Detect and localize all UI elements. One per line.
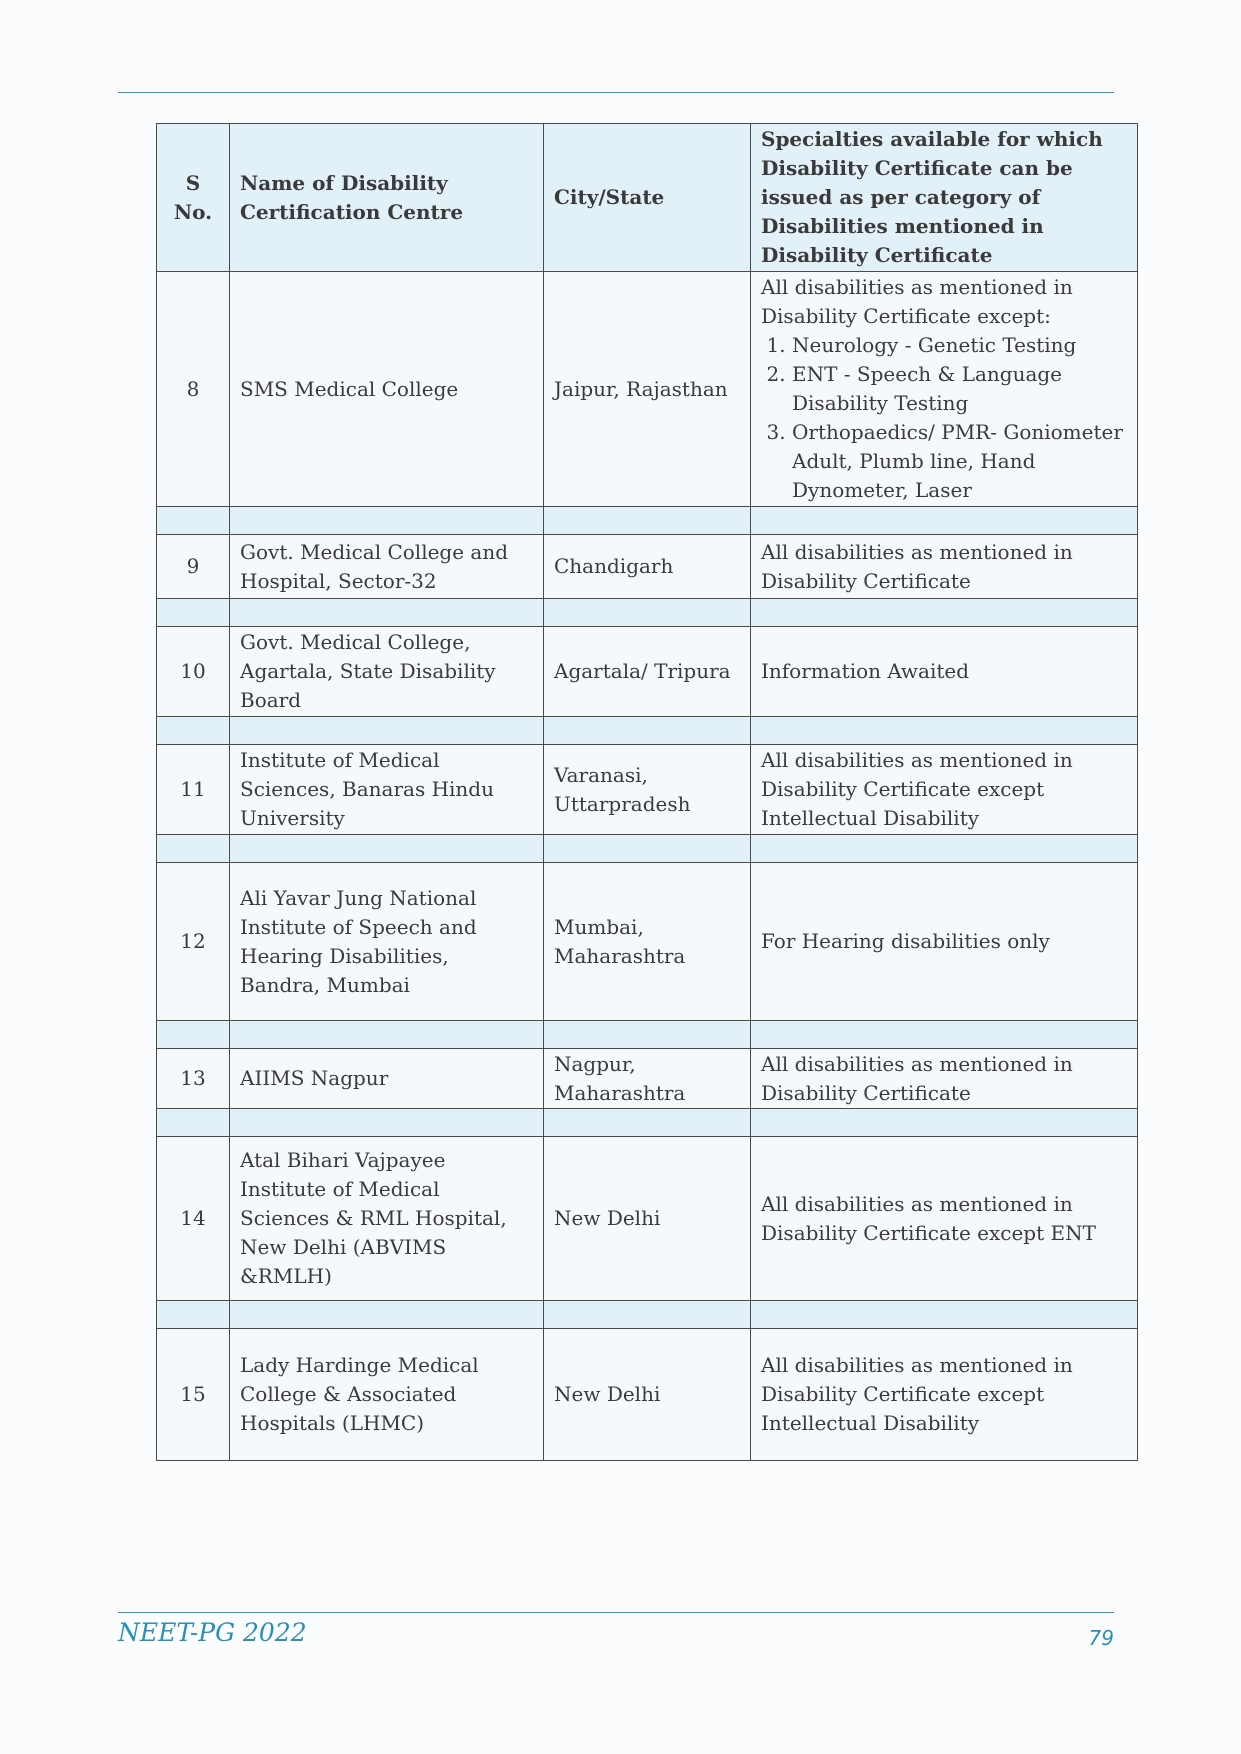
table-header-row	[157, 124, 1138, 272]
row-specialties: All disabilities as mentioned in Disability Certificate except Intellectual Disability	[751, 1329, 1138, 1461]
header-city: City/State	[544, 124, 751, 272]
table-row	[157, 627, 1138, 717]
row-city: Agartala/ Tripura	[544, 627, 751, 717]
separator-row	[157, 835, 1138, 863]
row-name: Institute of Medical Sciences, Banaras Hindu University	[230, 745, 544, 835]
row-name: AIIMS Nagpur	[230, 1049, 544, 1109]
header-rule	[118, 92, 1114, 93]
row-city: New Delhi	[544, 1137, 751, 1301]
row-name: Govt. Medical College, Agartala, State Disability Board	[230, 627, 544, 717]
table-row	[157, 1329, 1138, 1461]
row-sno: 8	[157, 272, 230, 507]
row-city: New Delhi	[544, 1329, 751, 1461]
row-specialties: All disabilities as mentioned in Disability Certificate except Intellectual Disability	[751, 745, 1138, 835]
row-name: SMS Medical College	[230, 272, 544, 507]
row-sno: 15	[157, 1329, 230, 1461]
table-row	[157, 535, 1138, 599]
exception-list	[761, 331, 1127, 505]
row-city: Mumbai, Maharashtra	[544, 863, 751, 1021]
list-item: 1. Neurology - Genetic Testing	[792, 331, 1127, 360]
separator-row	[157, 599, 1138, 627]
row-specialties: For Hearing disabilities only	[751, 863, 1138, 1021]
row-sno: 11	[157, 745, 230, 835]
footer-title: NEET-PG 2022	[118, 1618, 307, 1647]
separator-row	[157, 507, 1138, 535]
header-name: Name of Disability Certification Centre	[230, 124, 544, 272]
row-city: Nagpur, Maharashtra	[544, 1049, 751, 1109]
table-row	[157, 1137, 1138, 1301]
row-sno: 10	[157, 627, 230, 717]
row-sno: 9	[157, 535, 230, 599]
table-row	[157, 1049, 1138, 1109]
row-specialties: All disabilities as mentioned in Disability Certificate except ENT	[751, 1137, 1138, 1301]
separator-row	[157, 1301, 1138, 1329]
row-specialties: All disabilities as mentioned in Disability Certificate	[751, 535, 1138, 599]
row-name: Ali Yavar Jung National Institute of Speech and Hearing Disabilities, Bandra, Mumbai	[230, 863, 544, 1021]
row-sno: 13	[157, 1049, 230, 1109]
disability-centres-table	[156, 123, 1138, 1461]
list-item: 3. Orthopaedics/ PMR- Goniometer Adult, Plumb line, Hand Dynometer, Laser	[792, 418, 1127, 505]
row-city: Jaipur, Rajasthan	[544, 272, 751, 507]
row-name: Lady Hardinge Medical College & Associated Hospitals (LHMC)	[230, 1329, 544, 1461]
row-city: Chandigarh	[544, 535, 751, 599]
row-city: Varanasi, Uttarpradesh	[544, 745, 751, 835]
page-number: 79	[1088, 1626, 1114, 1650]
table-row	[157, 272, 1138, 507]
row-name: Govt. Medical College and Hospital, Sector-32	[230, 535, 544, 599]
table-row	[157, 745, 1138, 835]
row-specialties	[751, 272, 1138, 507]
separator-row	[157, 1021, 1138, 1049]
footer-rule	[118, 1612, 1114, 1613]
row-sno: 14	[157, 1137, 230, 1301]
specialties-text: All disabilities as mentioned in Disability Certificate except:	[761, 275, 1073, 328]
row-name: Atal Bihari Vajpayee Institute of Medical Sciences & RML Hospital, New Delhi (ABVIMS &RMLH)	[230, 1137, 544, 1301]
row-specialties: Information Awaited	[751, 627, 1138, 717]
header-specialties: Specialties available for which Disability Certificate can be issued as per category of Disabilities mentioned in Disability Certificate	[751, 124, 1138, 272]
separator-row	[157, 717, 1138, 745]
row-sno: 12	[157, 863, 230, 1021]
list-item: 2. ENT - Speech & Language Disability Testing	[792, 360, 1127, 418]
row-specialties: All disabilities as mentioned in Disability Certificate	[751, 1049, 1138, 1109]
table-row	[157, 863, 1138, 1021]
header-sno: S No.	[157, 124, 230, 272]
separator-row	[157, 1109, 1138, 1137]
